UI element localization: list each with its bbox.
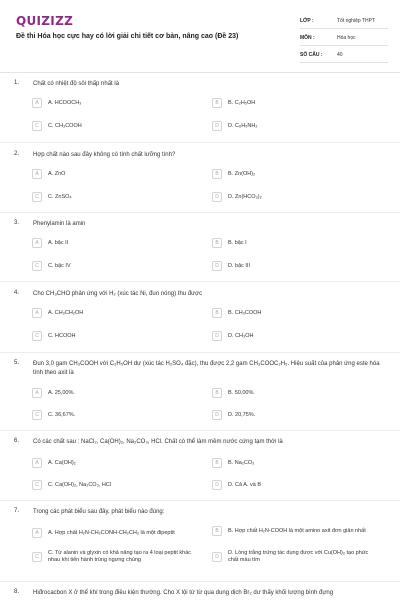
option-a[interactable] — [32, 308, 192, 318]
question-divider — [0, 581, 400, 582]
meta-row-subject — [300, 31, 388, 46]
question-text: Đun 3,0 gam CH₃COOH với C₂H₅OH dư (xúc tác H₂SO₄ đặc), thu được 2,2 gam CH₃COOC₂H₅. Hiệu suất của phản ứng este hóa tính theo axit là — [33, 361, 380, 376]
question-number: 2. — [14, 151, 20, 157]
option-letter: C — [32, 121, 42, 131]
option-letter: A — [32, 169, 42, 179]
option-letter: B — [212, 98, 222, 108]
question-divider — [0, 142, 400, 143]
question-text: Chất có nhiệt độ sôi thấp nhất là — [33, 81, 120, 87]
header-divider — [0, 72, 400, 73]
option-letter: C — [32, 331, 42, 341]
option-letter: B — [212, 169, 222, 179]
option-letter: C — [32, 261, 42, 271]
option-d[interactable] — [212, 192, 372, 202]
option-text: B. CH₃COOH — [228, 309, 262, 316]
option-text: B. Zn(OH)₂ — [228, 170, 256, 177]
meta-row-question-count — [300, 48, 388, 63]
option-b[interactable] — [212, 388, 372, 398]
option-text: A. bậc II — [48, 239, 69, 246]
option-b[interactable] — [212, 458, 372, 468]
option-letter: D — [212, 261, 222, 271]
question-number: 8. — [14, 589, 20, 595]
option-text: C. bậc IV — [48, 262, 71, 269]
option-d[interactable] — [212, 261, 372, 271]
option-text: D. Cả A. và B — [228, 481, 262, 488]
question-divider — [0, 212, 400, 213]
option-letter: C — [32, 192, 42, 202]
option-letter: B — [212, 526, 222, 536]
option-letter: D — [212, 121, 222, 131]
option-text: C. CH₃COOH — [48, 122, 82, 129]
question-text: Phenylamin là amin — [33, 221, 86, 227]
option-c[interactable] — [32, 192, 192, 202]
option-d[interactable] — [212, 480, 372, 490]
meta-label: LỚP : — [300, 18, 314, 24]
option-text: D. bậc III — [228, 262, 251, 269]
question-text: Hợp chất nào sau đây không có tính chất lưỡng tính? — [33, 152, 176, 158]
option-text: A. Hợp chất H₂N-CH₂CONH-CH₂CH₂ là một đipeptit — [48, 529, 175, 536]
option-d[interactable] — [212, 331, 372, 341]
header — [0, 0, 400, 66]
option-a[interactable] — [32, 169, 192, 179]
question-number: 3. — [14, 220, 20, 226]
option-letter: B — [212, 238, 222, 248]
option-letter: D — [212, 552, 222, 562]
option-letter: B — [212, 308, 222, 318]
option-c[interactable] — [32, 261, 192, 271]
option-text: B. bậc I — [228, 239, 247, 246]
option-text: A. HCOOCH₃ — [48, 99, 82, 106]
option-b[interactable] — [212, 238, 372, 248]
option-b[interactable] — [212, 526, 372, 536]
option-text: D. CH₃OH — [228, 332, 254, 339]
option-letter: C — [32, 552, 42, 562]
option-letter: A — [32, 388, 42, 398]
option-text: B. C₂H₅OH — [228, 99, 256, 106]
meta-label: SỐ CÂU : — [300, 52, 323, 58]
option-letter: B — [212, 458, 222, 468]
option-text: A. ZnO — [48, 170, 66, 177]
option-b[interactable] — [212, 169, 372, 179]
option-a[interactable] — [32, 98, 192, 108]
option-c[interactable] — [32, 480, 192, 490]
option-text: C. Từ alanin và glyxin có khả năng tạo ra 4 loại peptit khác nhau khi tiến hành trùng ngưng chúng — [48, 550, 191, 563]
question-divider — [0, 352, 400, 353]
option-text: D. 20,75%. — [228, 411, 256, 418]
quizizz-logo[interactable]: QUIZIZZ — [16, 14, 74, 28]
option-letter: B — [212, 388, 222, 398]
option-text: D. C₆H₅NH₂ — [228, 122, 258, 129]
option-text: B. Hợp chất H₂N-COOH là một amino axit đơn giản nhất — [228, 527, 366, 534]
meta-row-class — [300, 14, 388, 29]
option-letter: C — [32, 410, 42, 420]
option-text: D. Zn(HCO₃)₂ — [228, 193, 262, 200]
option-letter: D — [212, 410, 222, 420]
option-text: C. Ca(OH)₂, Na₂CO₃, HCl — [48, 481, 112, 488]
option-letter: A — [32, 238, 42, 248]
document-title: Đề thi Hóa học cực hay có lời giải chi tiết cơ bản, nâng cao (Đề 23) — [16, 33, 239, 40]
option-text: C. 36,67%. — [48, 411, 76, 418]
option-letter: D — [212, 331, 222, 341]
option-c[interactable] — [32, 410, 192, 420]
option-text: B. 50,00%. — [228, 389, 255, 396]
option-text: A. CH₃CH₂OH — [48, 309, 84, 316]
question-number: 5. — [14, 360, 20, 366]
meta-label: MÔN : — [300, 35, 315, 41]
meta-value: Hóa học — [337, 35, 356, 41]
option-a[interactable] — [32, 458, 192, 468]
option-text: A. Ca(OH)₂ — [48, 459, 76, 466]
option-a[interactable] — [32, 388, 192, 398]
option-c[interactable] — [32, 550, 192, 564]
option-letter: A — [32, 528, 42, 538]
option-text: A. 25,00%. — [48, 389, 75, 396]
question-number: 4. — [14, 290, 20, 296]
option-letter: D — [212, 480, 222, 490]
option-d[interactable] — [212, 121, 372, 131]
meta-box — [300, 14, 388, 65]
question-divider — [0, 500, 400, 501]
option-letter: A — [32, 458, 42, 468]
option-letter: D — [212, 192, 222, 202]
option-text: D. Lòng trắng trứng tác dụng được với Cu(OH)₂ tạo phức chất màu tím — [228, 550, 369, 563]
question-divider — [0, 430, 400, 431]
option-text: C. ZnSO₄ — [48, 193, 72, 200]
question-number: 1. — [14, 80, 20, 86]
option-a[interactable] — [32, 238, 192, 248]
question-text: Trong các phát biểu sau đây, phát biểu nào đúng: — [33, 509, 165, 515]
option-c[interactable] — [32, 331, 192, 341]
meta-value: 40 — [337, 52, 343, 58]
option-letter: A — [32, 98, 42, 108]
question-number: 7. — [14, 508, 20, 514]
option-c[interactable] — [32, 121, 192, 131]
question-text: Cho CH₃CHO phản ứng với H₂ (xúc tác Ni, đun nóng) thu được — [33, 291, 203, 297]
option-a[interactable] — [32, 528, 192, 538]
question-number: 6. — [14, 438, 20, 444]
option-b[interactable] — [212, 98, 372, 108]
question-divider — [0, 281, 400, 282]
question-text: Có các chất sau : NaCl₂, Ca(OH)₂, Na₂CO₃, HCl. Chất có thể làm mềm nước cứng tạm thời là — [33, 439, 283, 445]
option-letter: C — [32, 480, 42, 490]
meta-value: Tốt nghiệp THPT — [337, 18, 375, 24]
option-d[interactable] — [212, 550, 372, 564]
option-text: C. HCOOH — [48, 332, 76, 339]
option-b[interactable] — [212, 308, 372, 318]
option-text: B. Na₂CO₃ — [228, 459, 255, 466]
option-d[interactable] — [212, 410, 372, 420]
option-letter: A — [32, 308, 42, 318]
question-text: Hiđrocacbon X ở thể khí trong điều kiện thường. Cho X lội từ từ qua dung dịch Br₂ dư thấy khối lượng bình đựng — [33, 590, 334, 596]
